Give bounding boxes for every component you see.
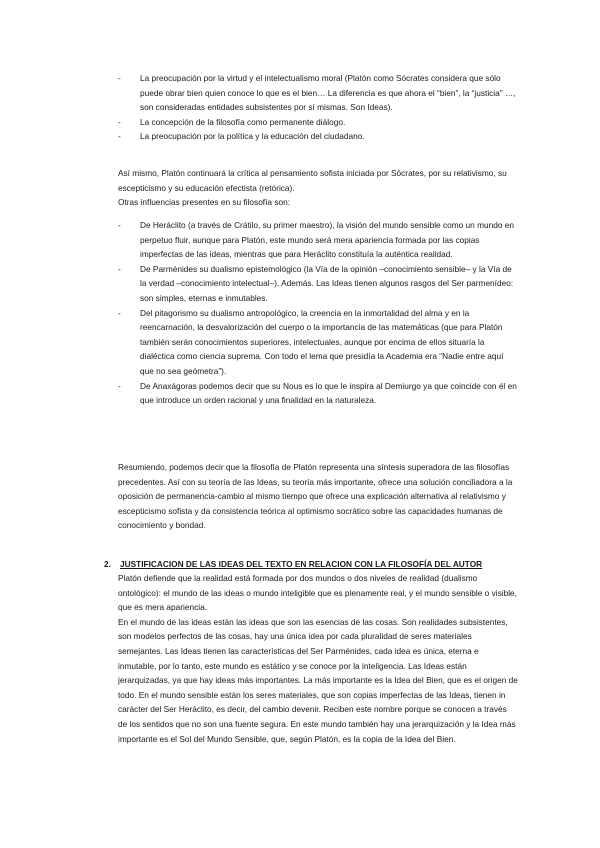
dash-bullet: - — [118, 307, 121, 318]
list-item-text: De Heráclito (a través de Crátilo, su primer maestro), la visión del mundo sensible como un mundo en perpetuo fluir, aunque para Platón, este mundo será mera apariencia formada por las copias imperfectas de las ideas, mientras que para Heráclito constituía la auténtica realidad. — [140, 220, 514, 260]
section-paragraph-2: En el mundo de las ideas están las ideas que son las esencias de las cosas. Son realidades subsistentes, son modelos perfectos de las cosas, hay una única idea por cada pluralidad de seres materiales semejantes. Las Ideas tienen las características del Ser Parménides, cada idea es única, eterna e inmutable, por lo tanto, este mundo es estático y se conoce por la inteligencia. Las Ideas están jerarquizadas, ya que hay ideas más importantes. La más importante es la Idea del Bien, que es el origen de todo. En el mundo sensible están los seres materiales, que son copias imperfectas de las Ideas, tienen in carácter del Ser Heráclito, es decir, del cambio devenir. Reciben este nombre porque se conocen a través de los sentidos que no son una fuente segura. En este mundo también hay una jerarquización y la Idea más importante es el Sol del Mundo Sensible, que, según Platón, es la copia de la Idea del Bien. — [118, 616, 518, 744]
dash-bullet: - — [118, 220, 121, 230]
section-body — [118, 571, 518, 746]
section-heading — [104, 557, 524, 572]
summary-paragraph: Resumiendo, podemos decir que la filosofía de Platón representa una síntesis superadora de las filosofías precedentes. Así con su teoría de las Ideas, su teoría más importante, ofrece una solución conciliadora a la oposición de permanencia-cambio al mismo tiempo que ofrece una explicación alternativa al relativismo y escepticismo sofista y da consistencia teórica al optimismo socrático sobre las capacidades humanas de conocimiento y bondad. — [118, 462, 513, 531]
dash-bullet: - — [118, 380, 121, 391]
influences-bullet-list — [118, 218, 518, 408]
dash-bullet: - — [118, 73, 121, 83]
list-item-text: La preocupación por la virtud y el intelectualismo moral (Platón como Sócrates considera que sólo puede obrar bien quien conoce lo que es el bien… La diferencia es que ahora el “bien”, la “justicia” …, son consideradas entidades subsistentes por sí mismas. Son Ideas). — [140, 73, 516, 113]
list-item — [118, 129, 518, 144]
section-paragraph-1: Platón defiende que la realidad está formada por dos mundos o dos niveles de realidad (dualismo ontológico): el mundo de las ideas o mundo inteligible que es plenamente real, y el mundo sensible o visible, que es mera apariencia. — [118, 573, 517, 613]
list-item — [118, 306, 518, 379]
list-item — [118, 379, 518, 408]
section-title: JUSTIFICACION DE LAS IDEAS DEL TEXTO EN RELACION CON LA FILOSOFÍA DEL AUTOR — [120, 559, 483, 569]
list-item — [118, 71, 518, 115]
list-item-text: Del pitagorismo su dualismo antropológico, la creencia en la inmortalidad del alma y en la reencarnación, la desvalorización del cuerpo o la importancia de las matemáticas (que para Platón también serán conocimientos superiores, intelectuales, aunque por encima de ellos situaría la dialéctica como ciencia suprema. Con todo el lema que presidía la Academia era “Nadie entre aquí que no sea geómetra”). — [140, 307, 504, 376]
list-item-text: La concepción de la filosofía como permanente diálogo. — [140, 116, 346, 127]
section-number: 2. — [104, 559, 111, 569]
list-item-text: De Anaxágoras podemos decir que su Nous es lo que le inspira al Demiurgo ya que coincide con él en que introduce un orden racional y una finalidad en la naturaleza. — [140, 380, 517, 406]
list-item-text: La preocupación por la política y la educación del ciudadano. — [140, 131, 365, 142]
list-item — [118, 115, 518, 130]
influences-intro: Otras influencias presentes en su filosofía son: — [118, 197, 291, 207]
dash-bullet: - — [118, 116, 121, 127]
intro-paragraph: Así mismo, Platón continuará la crítica al pensamiento sofista iniciada por Sócrates, por su relativismo, su escepticismo y su educación efectista (retórica). — [118, 168, 507, 193]
list-item — [118, 262, 518, 306]
list-item — [118, 218, 518, 262]
list-item-text: De Parménides su dualismo epistemológico (la Vía de la opinión –conocimiento sensible– y la Vía de la verdad –conocimiento intelectual–). Además. Las Ideas tienen algunos rasgos del Ser parmenídeo: son simples, eternas e inmutables. — [140, 263, 514, 303]
top-bullet-list — [118, 71, 518, 144]
dash-bullet: - — [118, 263, 121, 274]
dash-bullet: - — [118, 131, 121, 142]
